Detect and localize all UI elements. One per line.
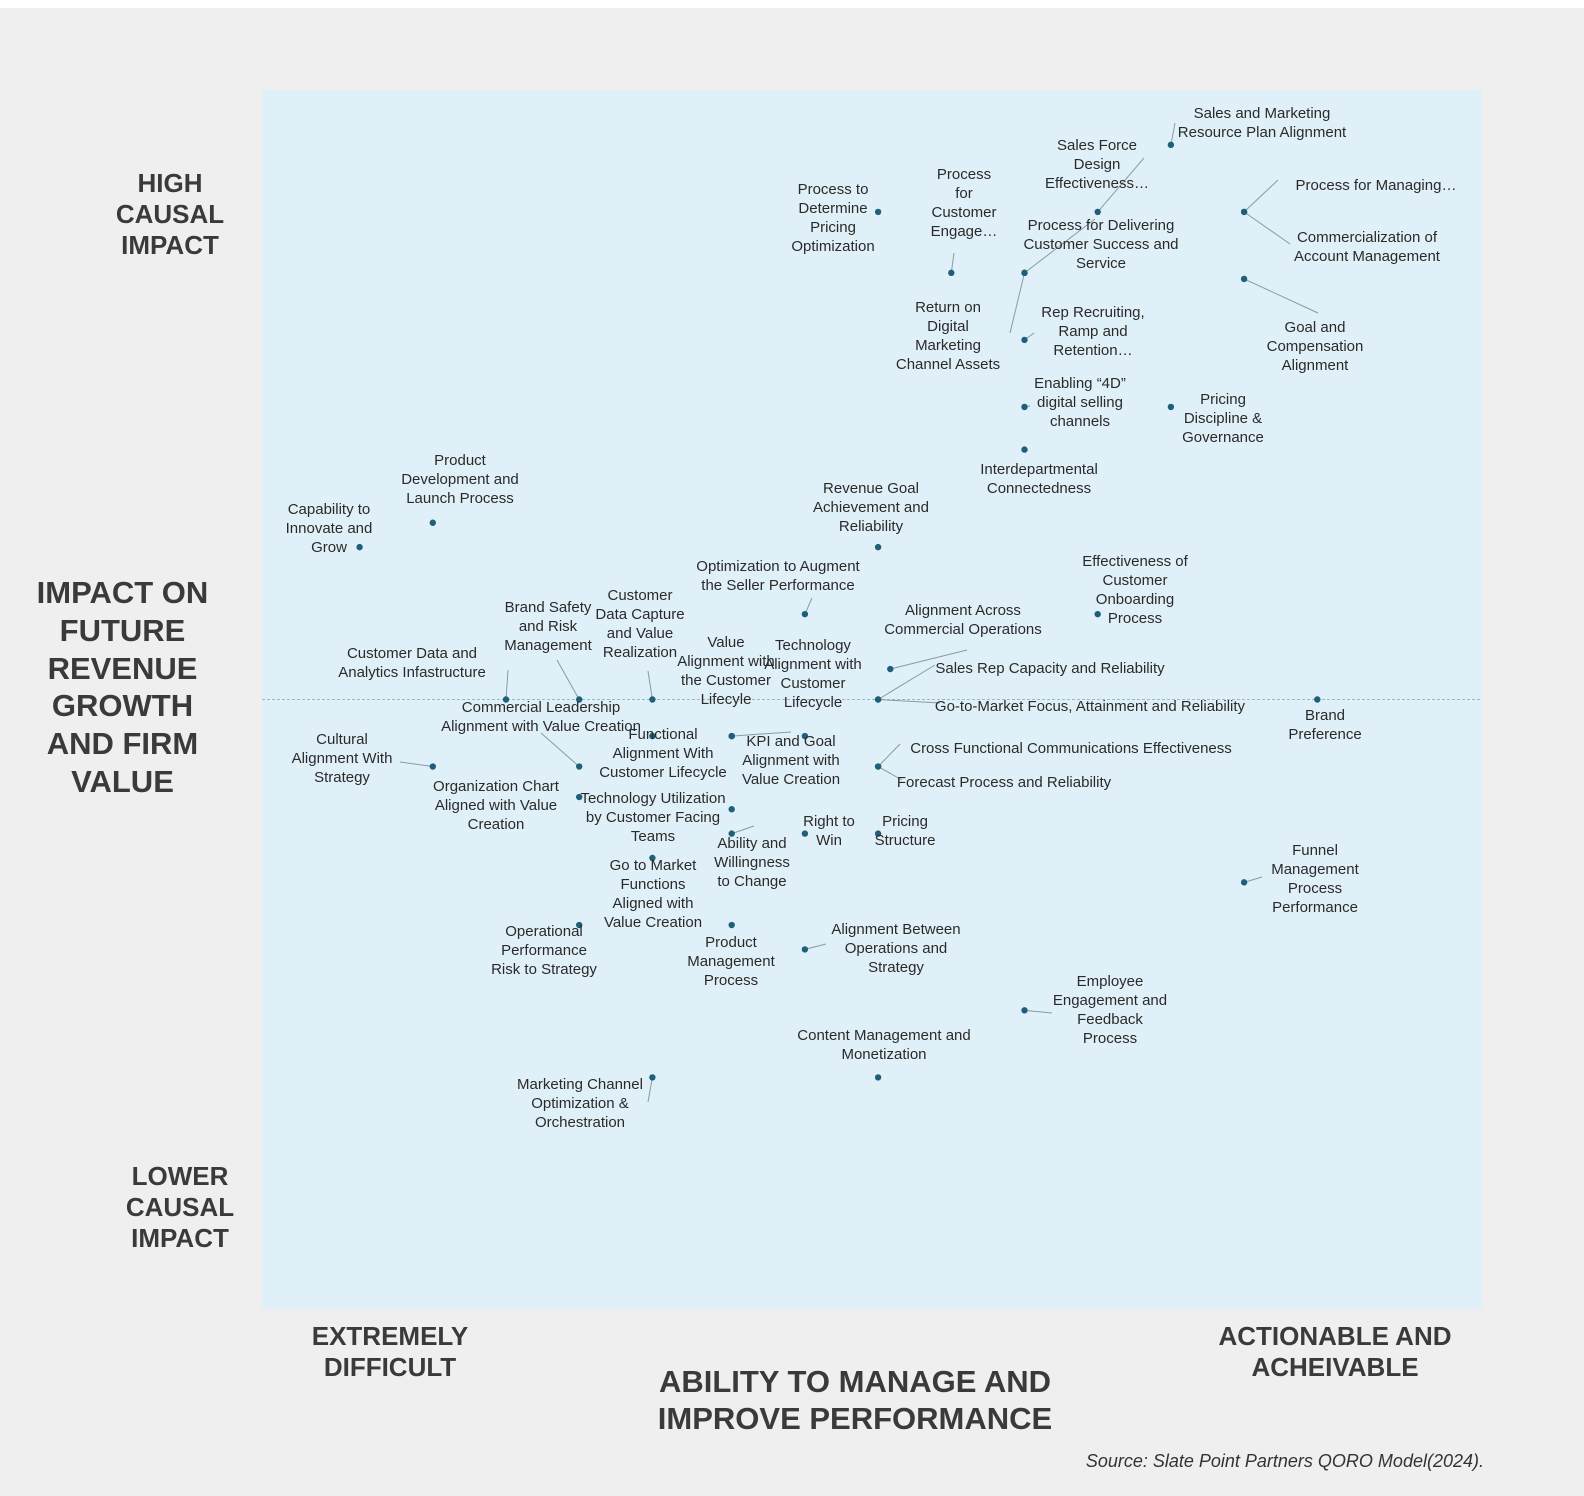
data-point-label: Brand Preference (1288, 707, 1362, 743)
data-point-label: Go to Market Functions Aligned with Value Creation (603, 857, 703, 931)
data-point-label: Technology Utilization by Customer Facing Teams (580, 790, 726, 845)
data-point (1021, 337, 1027, 343)
data-point-label: Effectiveness of Customer Onboarding Process (1082, 553, 1188, 627)
leader-line (541, 733, 579, 767)
leader-line (1244, 212, 1290, 244)
data-point-label: Process for Customer Engage… (930, 166, 998, 240)
data-point (948, 270, 954, 276)
data-point (649, 696, 655, 702)
data-point (729, 733, 735, 739)
leader-line (732, 826, 754, 834)
leader-line (1171, 123, 1175, 145)
data-point-label: Capability to Innovate and Grow (285, 501, 373, 556)
data-point (875, 544, 881, 550)
data-point (430, 520, 436, 526)
leader-line (648, 1077, 652, 1102)
data-point-label: Sales and Marketing Resource Plan Alignment (1177, 105, 1347, 141)
data-point (729, 806, 735, 812)
data-point (1168, 142, 1174, 148)
data-point (430, 763, 436, 769)
data-point-label: Forecast Process and Reliability (896, 774, 1112, 791)
data-point-label: Sales Rep Capacity and Reliability (935, 660, 1165, 677)
data-point-label: Employee Engagement and Feedback Process (1052, 973, 1168, 1047)
data-point-label: Sales Force Design Effectiveness… (1045, 137, 1149, 192)
data-point (875, 696, 881, 702)
data-point-label: Funnel Management Process Performance (1271, 842, 1359, 916)
data-point (1021, 270, 1027, 276)
data-point (1168, 404, 1174, 410)
data-point (576, 763, 582, 769)
data-point-label: Technology Alignment with Customer Lifecycle (764, 637, 862, 711)
data-point-label: Product Management Process (687, 934, 775, 989)
data-point (356, 544, 362, 550)
data-point-label: Optimization to Augment the Seller Performance (696, 558, 860, 594)
source-note: Source: Slate Point Partners QORO Model(2024). (1085, 1451, 1484, 1471)
leader-line (878, 744, 900, 767)
leader-line (1244, 180, 1278, 212)
leader-line (878, 700, 940, 704)
data-point (1021, 1007, 1027, 1013)
data-point-label: Commercialization of Account Management (1294, 229, 1440, 265)
data-point (802, 830, 808, 836)
data-point-label: Process for Managing… (1295, 177, 1457, 194)
data-point (1241, 276, 1247, 282)
data-point-label: Revenue Goal Achievement and Reliability (813, 480, 929, 535)
data-point-label: KPI and Goal Alignment with Value Creation (741, 733, 841, 788)
data-point-label: Brand Safety and Risk Management (504, 599, 592, 654)
leader-line (878, 665, 935, 700)
data-point (875, 209, 881, 215)
data-point-label: Pricing Structure (874, 813, 936, 849)
y-axis-high-label: HIGH CAUSAL IMPACT (115, 168, 225, 261)
data-point (649, 1074, 655, 1080)
y-axis-low-label: LOWER CAUSAL IMPACT (125, 1161, 235, 1254)
leader-line (557, 660, 579, 700)
data-point-label: Ability and Willingness to Change (714, 835, 790, 890)
leader-line (1010, 273, 1025, 333)
data-point-label: Cross Functional Communications Effectiveness (910, 740, 1232, 757)
data-point-label: Goal and Compensation Alignment (1266, 319, 1364, 374)
data-point-label: Organization Chart Aligned with Value Creation (433, 778, 559, 833)
x-axis-low-label: EXTREMELY DIFFICULT (311, 1321, 469, 1383)
data-point (802, 611, 808, 617)
data-point (887, 666, 893, 672)
data-point-label: Operational Performance Risk to Strategy (491, 923, 597, 978)
leader-line (506, 670, 508, 700)
data-point (875, 1074, 881, 1080)
data-point-label: Functional Alignment With Customer Lifecycle (599, 726, 727, 781)
data-point-label: Marketing Channel Optimization & Orchestration (517, 1076, 643, 1131)
data-point-label: Return on Digital Marketing Channel Assets (895, 299, 1001, 373)
data-point-label: Value Alignment with the Customer Lifecyle (677, 634, 775, 708)
data-point-label: Customer Data Capture and Value Realization (595, 587, 685, 661)
leader-line (1025, 1010, 1053, 1013)
x-axis-high-label: ACTIONABLE AND ACHEIVABLE (1218, 1321, 1452, 1383)
leader-line (1244, 279, 1318, 313)
data-point (1314, 696, 1320, 702)
x-axis-title: ABILITY TO MANAGE AND IMPROVE PERFORMANCE (657, 1364, 1053, 1437)
data-point (1241, 209, 1247, 215)
data-point (1021, 404, 1027, 410)
y-axis-title: IMPACT ON FUTURE REVENUE GROWTH AND FIRM VALUE (36, 575, 209, 800)
data-point-label: Product Development and Launch Process (401, 452, 519, 507)
scatter-plot (0, 8, 1584, 1496)
data-point (1095, 611, 1101, 617)
data-point (1095, 209, 1101, 215)
data-point-label: Content Management and Monetization (797, 1027, 971, 1063)
data-point-label: Rep Recruiting, Ramp and Retention… (1041, 304, 1145, 359)
data-point-label: Pricing Discipline & Governance (1182, 391, 1264, 446)
data-point-label: Right to Win (803, 813, 855, 849)
data-point (802, 946, 808, 952)
data-point-label: Commercial Leadership Alignment with Value Creation (441, 699, 641, 735)
data-point (1241, 879, 1247, 885)
data-point-label: Process to Determine Pricing Optimization (791, 181, 875, 255)
chart-canvas (0, 8, 1584, 1496)
data-point (875, 763, 881, 769)
leader-line (648, 671, 652, 700)
data-point-label: Cultural Alignment With Strategy (291, 731, 393, 786)
data-point (729, 922, 735, 928)
data-point-label: Process for Delivering Customer Success and Service (1023, 217, 1179, 272)
data-point-label: Alignment Between Operations and Strategy (831, 921, 961, 976)
data-point-label: Alignment Across Commercial Operations (884, 602, 1042, 638)
leader-line (805, 944, 826, 949)
data-point-label: Customer Data and Analytics Infastructure (338, 645, 486, 681)
data-point-label: Go-to-Market Focus, Attainment and Reliability (934, 698, 1246, 715)
data-point-label: Interdepartmental Connectedness (980, 461, 1098, 497)
data-point-label: Enabling “4D” digital selling channels (1034, 375, 1126, 430)
data-point (1021, 446, 1027, 452)
leader-line (400, 762, 433, 767)
